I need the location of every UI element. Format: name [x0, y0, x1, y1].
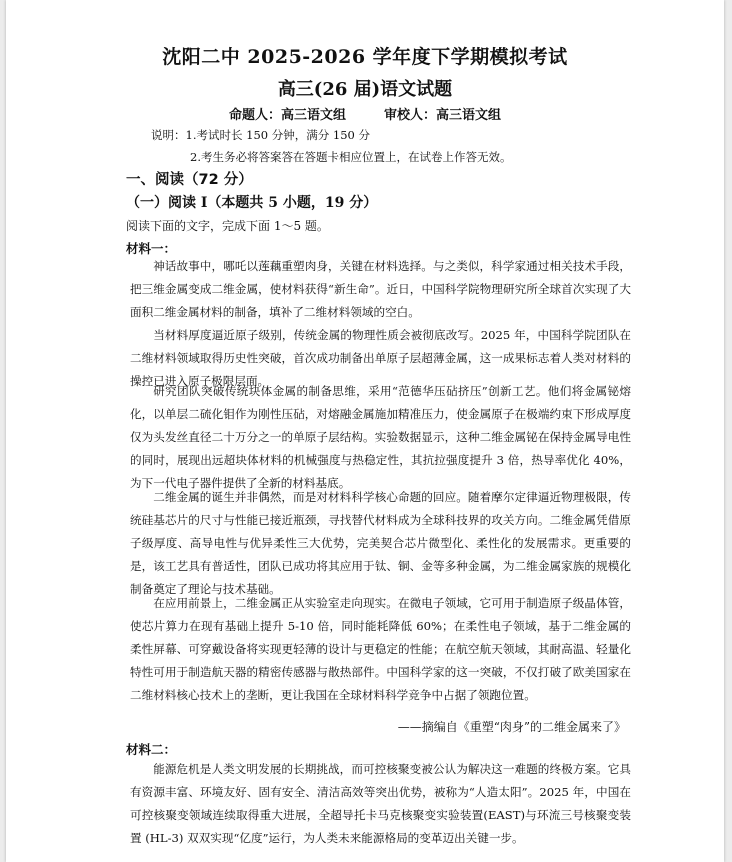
author-line — [6, 104, 724, 123]
material-1-paragraph: 二维金属的诞生并非偶然，而是对材料科学核心命题的回应。随着摩尔定律逼近物理极限，传统硅基芯片的尺寸与性能已接近瓶颈，寻找替代材料成为全球科技界的攻关方向。二维金属凭借原子级厚度、高导电性与优异柔性三大优势，完美契合芯片微型化、柔性化的发展需求。更重要的是，该工艺具有普适性，团队已成功将其应用于钛、铜、金等多种金属，为二维金属家族的规模化制备奠定了理论与技术基础。 — [130, 490, 631, 596]
material-1-paragraph: 在应用前景上，二维金属正从实验室走向现实。在微电子领域，它可用于制造原子级晶体管，使芯片算力在现有基础上提升 5-10 倍，同时能耗降低 60%；在柔性电子领域，基于二维金属的柔性屏幕、可穿戴设备将实现更轻薄的设计与更稳定的性能；在航空航天领域，其耐高温、轻量化特性可用于制造航天器的精密传感器与散热部件。中国科学家的这一突破，不仅打破了欧美国家在二维材料核心技术上的垄断，更让我国在全球材料科学竞争中占据了领跑位置。 — [130, 596, 631, 702]
material-1-paragraph: 研究团队突破传统块体金属的制备思维，采用“范德华压砧挤压”创新工艺。他们将金属铋熔化，以单层二硫化钼作为刚性压砧，对熔融金属施加精准压力，使金属原子在极端约束下形成厚度仅为头发丝直径二十万分之一的单原子层结构。实验数据显示，这种二维金属铋在保持金属导电性的同时，展现出远超块体材料的机械强度与热稳定性，其抗拉强度提升 3 倍，热导率优化 40%，为下一代电子器件提供了全新的材料基底。 — [130, 384, 631, 490]
material-2-paragraph: 能源危机是人类文明发展的长期挑战，而可控核聚变被公认为解决这一难题的终极方案。它具有资源丰富、环境友好、固有安全、清洁高效等突出优势，被称为“人造太阳”。2025 年，中国在可控核聚变领域连续取得重大进展，全超导托卡马克核聚变实验装置(EAST)与环流三号核聚变装置 (HL-3) 双双实现“亿度”运行，为人类未来能源格局的变革迈出关键一步。 — [130, 762, 631, 845]
reading-instruction: 阅读下面的文字，完成下面 1～5 题。 — [126, 219, 329, 233]
material-2-label: 材料二： — [126, 742, 177, 757]
section-heading: 一、阅读（72 分） — [126, 172, 253, 188]
material-1-paragraph: 当材料厚度逼近原子级别，传统金属的物理性质会被彻底改写。2025 年，中国科学院团队在二维材料领域取得历史性突破，首次成功制备出单原子层超薄金属，这一成果标志着人类对材料的操控已进入原子极限层面。 — [130, 328, 631, 388]
exam-title: 沈阳二中 2025-2026 学年度下学期模拟考试 — [162, 46, 568, 68]
material-1-label: 材料一： — [126, 241, 177, 256]
material-1-source: ——摘编自《重塑“肉身”的二维金属来了》 — [397, 720, 626, 734]
section-subheading: （一）阅读 I（本题共 5 小题，19 分） — [126, 195, 378, 211]
exam-page — [6, 0, 724, 862]
material-1-paragraph: 神话故事中，哪吒以莲藕重塑肉身，关键在材料选择。与之类似，科学家通过相关技术手段，把三维金属变成二维金属，使材料获得“新生命”。近日，中国科学院物理研究所全球首次实现了大面积二维金属材料的制备，填补了二维材料领域的空白。 — [130, 259, 631, 319]
exam-subtitle: 高三(26 届)语文试题 — [277, 79, 453, 100]
reviewer-label: 审校人：高三语文组 — [384, 108, 502, 123]
exam-note-2: 2.考生务必将答案答在答题卡相应位置上，在试卷上作答无效。 — [190, 150, 512, 164]
exam-note-1: 说明：1.考试时长 150 分钟，满分 150 分 — [151, 128, 370, 142]
author-label: 命题人：高三语文组 — [228, 108, 346, 123]
